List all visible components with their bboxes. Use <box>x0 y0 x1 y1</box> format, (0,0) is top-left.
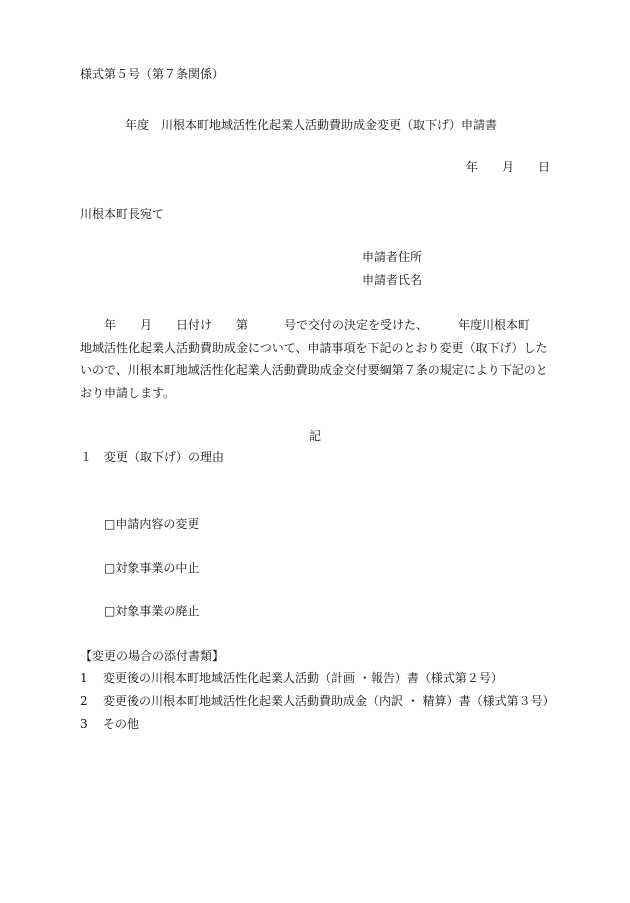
body-paragraph <box>80 314 552 404</box>
attachment-item <box>80 693 555 709</box>
ki-heading: 記 <box>309 429 322 443</box>
attachments-heading: 【変更の場合の添付書類】 <box>80 649 225 663</box>
body-line: 年 月 日付け 第 号で交付の決定を受けた、 年度川根本町 <box>80 318 531 332</box>
body-line: おり申請します。 <box>80 385 176 400</box>
attachment-number: 3 <box>80 717 88 731</box>
applicant-address-label: 申請者住所 <box>362 250 423 264</box>
document-title: 年度 川根本町地域活性化起業人活動費助成金変更（取下げ）申請書 <box>125 118 498 132</box>
section-reason-heading: １ 変更（取下げ）の理由 <box>80 450 225 464</box>
body-line: いので、川根本町地域活性化起業人活動費助成金交付要綱第７条の規定により下記のと <box>80 363 548 377</box>
attachment-text: 変更後の川根本町地域活性化起業人活動費助成金（内訳 ・ 精算）書（様式第３号） <box>103 694 555 708</box>
checkbox-project-suspension[interactable]: □対象事業の中止 <box>104 561 200 575</box>
checkbox-project-abolition[interactable]: □対象事業の廃止 <box>104 604 200 618</box>
attachment-text: 変更後の川根本町地域活性化起業人活動（計画 ・報告）書（様式第２号） <box>103 671 503 685</box>
body-line: 地域活性化起業人活動費助成金について、申請事項を下記のとおり変更（取下げ）した <box>80 340 548 355</box>
attachment-item <box>80 670 503 686</box>
attachment-number: 1 <box>80 671 88 685</box>
addressee: 川根本町長宛て <box>80 207 165 221</box>
applicant-name-label: 申請者氏名 <box>362 273 423 287</box>
form-number: 様式第５号（第７条関係） <box>80 67 225 81</box>
checkbox-change-application[interactable]: □申請内容の変更 <box>104 517 200 531</box>
date-line: 年 月 日 <box>466 160 551 174</box>
attachment-number: 2 <box>80 694 88 708</box>
attachment-item <box>80 716 139 732</box>
attachment-text: その他 <box>103 717 140 731</box>
